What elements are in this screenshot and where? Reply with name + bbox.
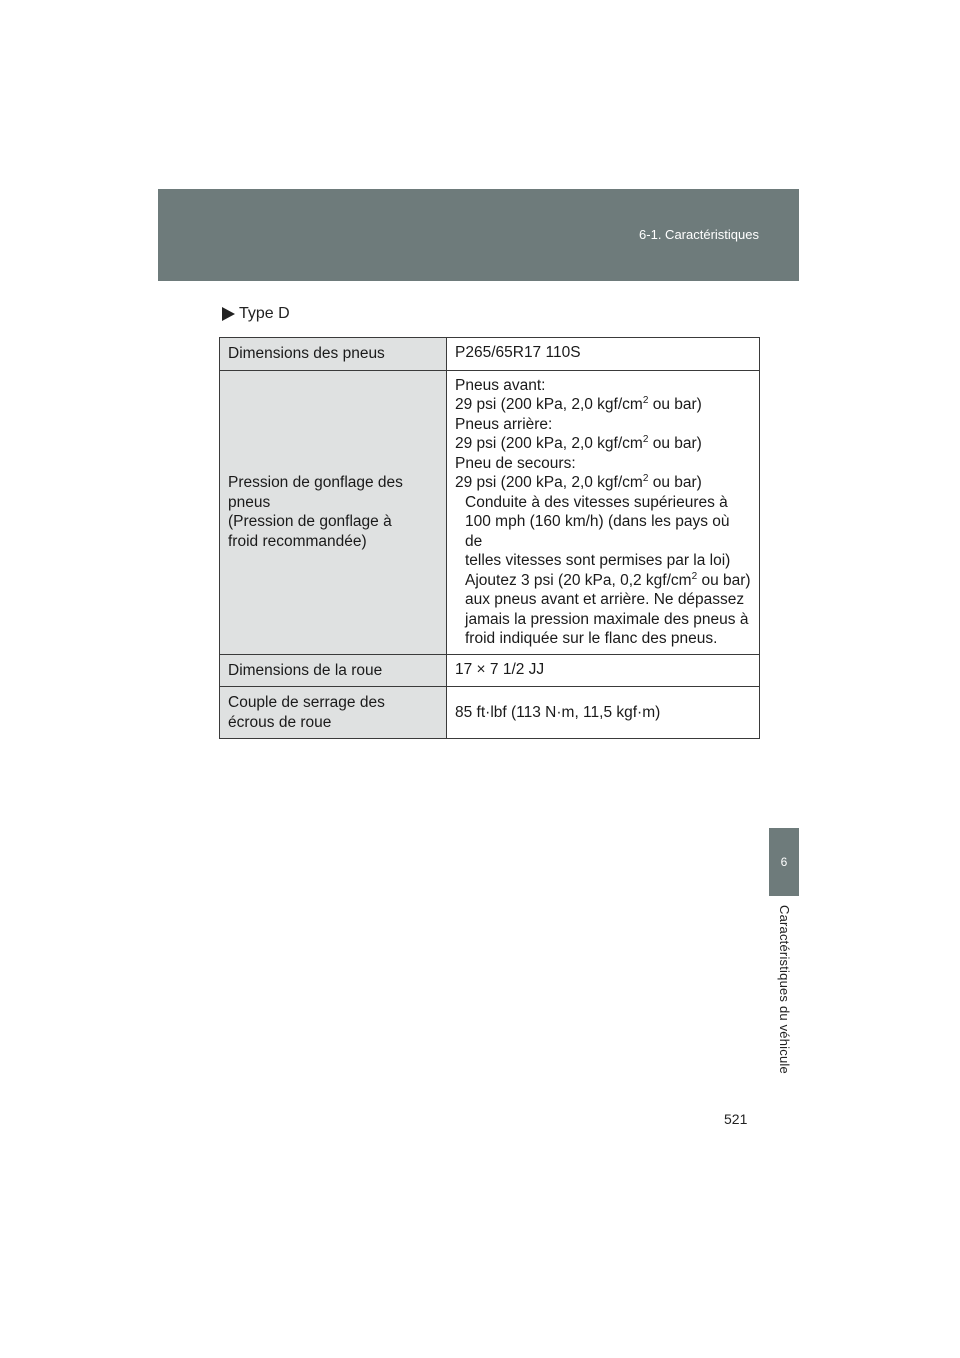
note-line: jamais la pression maximale des pneus à bbox=[465, 610, 749, 628]
pressure-label-line: (Pression de gonflage à bbox=[228, 513, 392, 530]
table-row bbox=[220, 338, 760, 371]
tire-size-label: Dimensions des pneus bbox=[220, 338, 447, 371]
tire-size-value: P265/65R17 110S bbox=[447, 338, 760, 371]
torque-label-line: écrous de roue bbox=[228, 713, 332, 731]
pressure-label-line: froid recommandée) bbox=[228, 532, 367, 550]
note-line: aux pneus avant et arrière. Ne dépassez bbox=[465, 591, 745, 608]
section-title: 6-1. Caractéristiques bbox=[639, 227, 759, 242]
note-line: Ajoutez 3 psi (20 kPa, 0,2 kgf/$cm^2$ ou bar) bbox=[465, 570, 751, 589]
rear-label: Pneus arrière: bbox=[455, 415, 553, 433]
header-band bbox=[158, 189, 799, 281]
note-line: Conduite à des vitesses supérieures à bbox=[465, 493, 728, 511]
torque-label-line: Couple de serrage des bbox=[228, 694, 385, 711]
table-row bbox=[220, 370, 760, 654]
section-heading-text: Type D bbox=[239, 305, 290, 322]
torque-value: 85 ft·lbf (113 N·m, 11,5 kgf·m) bbox=[447, 687, 760, 739]
front-label: Pneus avant: bbox=[455, 376, 546, 394]
pressure-value bbox=[447, 370, 760, 654]
pressure-label-line: Pression de gonflage des bbox=[228, 474, 403, 491]
pressure-label bbox=[220, 370, 447, 654]
rear-value: 29 psi (200 kPa, 2,0 kgf/$cm^2$ ou bar) bbox=[455, 433, 702, 452]
pressure-label-line: pneus bbox=[228, 493, 271, 511]
table-row bbox=[220, 687, 760, 739]
chapter-number: 6 bbox=[780, 855, 788, 869]
note-line: 100 mph (160 km/h) (dans les pays où de bbox=[465, 513, 730, 550]
wheel-size-value: 17 × 7 1/2 JJ bbox=[447, 654, 760, 687]
chapter-tab bbox=[769, 828, 799, 896]
spare-label: Pneu de secours: bbox=[455, 454, 576, 472]
wheel-size-label: Dimensions de la roue bbox=[220, 654, 447, 687]
triangle-bullet-icon bbox=[222, 307, 235, 321]
spare-value: 29 psi (200 kPa, 2,0 kgf/$cm^2$ ou bar) bbox=[455, 472, 702, 491]
table-row bbox=[220, 654, 760, 687]
torque-label bbox=[220, 687, 447, 739]
note-line: froid indiquée sur le flanc des pneus. bbox=[465, 630, 718, 647]
tire-spec-table bbox=[219, 337, 760, 739]
note-line: telles vitesses sont permises par la loi) bbox=[465, 552, 731, 569]
chapter-title: Caractéristiques du véhicule bbox=[777, 905, 792, 1074]
page-number: 521 bbox=[724, 1111, 748, 1127]
front-value: 29 psi (200 kPa, 2,0 kgf/$cm^2$ ou bar) bbox=[455, 394, 702, 413]
section-heading bbox=[222, 305, 290, 323]
